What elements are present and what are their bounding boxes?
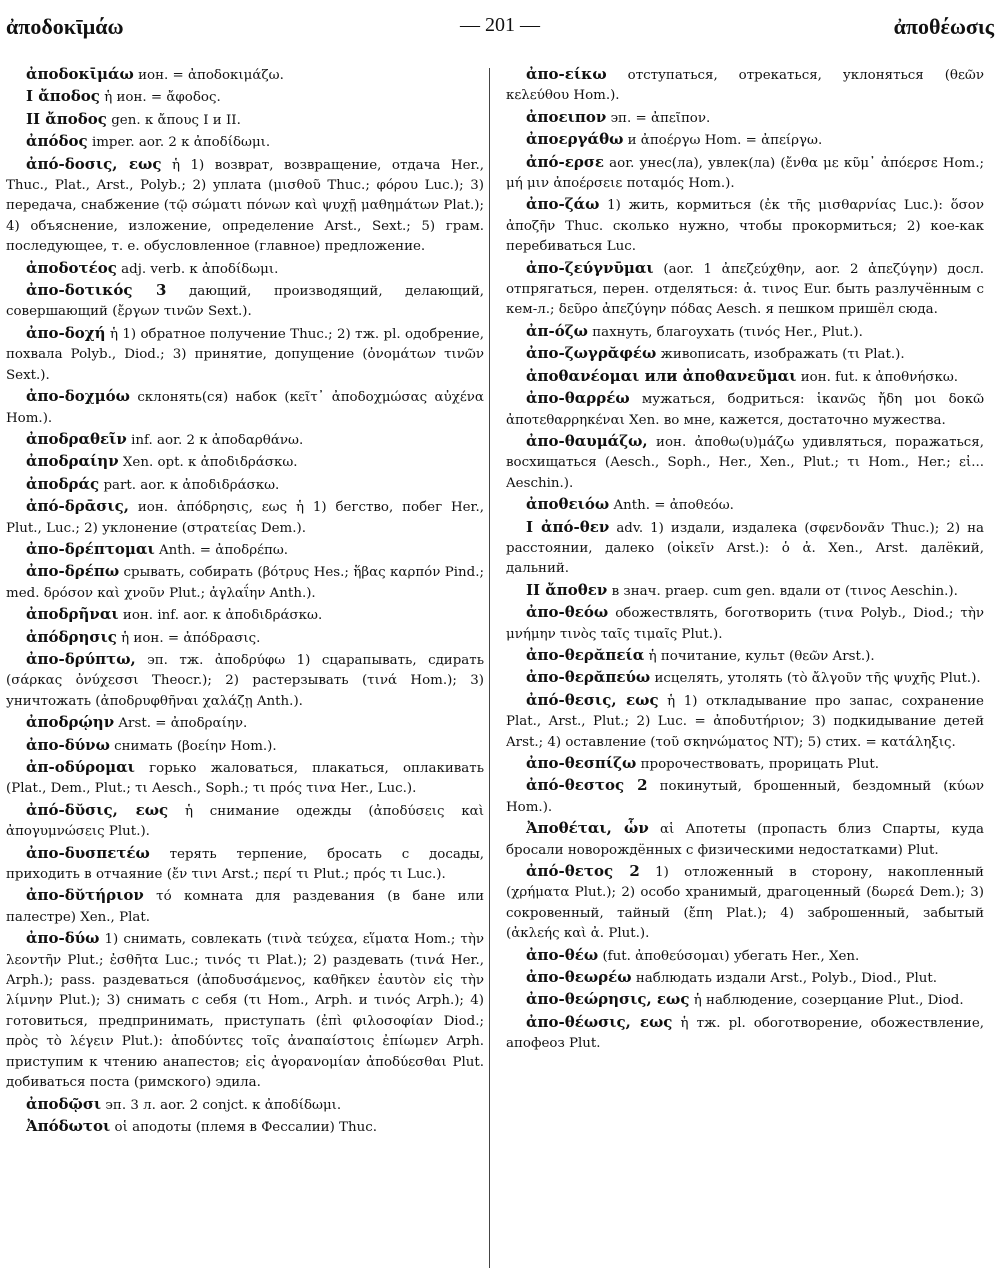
definition: ион. inf. aor. к ἀποδιδράσκω. xyxy=(122,608,323,624)
definition: ἡ тж. pl. обоготворение, обожествление, апофеоз Plut. xyxy=(506,1015,984,1052)
headword: ἀπ-όζω xyxy=(526,321,588,340)
headword: ἀπο-δοχμόω xyxy=(26,387,130,406)
definition: обожествлять, боготворить (τινα Polyb., Diod.; τὴν μνήμην τινὸς ταῖς τιμαῖς Plut.). xyxy=(506,606,984,642)
definition: эп. = ἀπεῖπον. xyxy=(610,110,711,126)
definition: gen. к ἄπους I и II. xyxy=(111,112,241,128)
headword: ἀπο-θέω xyxy=(526,945,599,964)
headword: ἀποθανέομαι или ἀποθανεῦμαι xyxy=(526,366,797,385)
dictionary-entry xyxy=(506,321,984,343)
definition: ион. ἀπόδρησις, εως ἡ 1) бегство, побег Her., Plut., Luc.; 2) уклонение (στρατείας Dem.). xyxy=(6,500,484,536)
headword: ἀπο-δρέπω xyxy=(26,562,120,581)
page-number: — 201 — xyxy=(460,14,540,36)
dictionary-entry xyxy=(506,107,984,129)
definition: исцелять, утолять (τὸ ἄλγοῦν τῆς ψυχῆς Plut.). xyxy=(654,671,981,687)
dictionary-entry xyxy=(506,945,984,967)
definition: пророчествовать, прорицать Plut. xyxy=(640,757,879,772)
dictionary-entry xyxy=(6,496,484,539)
dictionary-entry xyxy=(506,602,984,645)
definition: мужаться, бодриться: ἱκανῶς ἤδη μοι δοκῶ ἀποτεθαρρηκέναι Xen. во мне, кажется, достаточно мужества. xyxy=(506,392,984,428)
dictionary-entry xyxy=(506,343,984,365)
headword: ἀπο-ζεύγνῡμαι xyxy=(526,258,654,277)
headword: ἀπό-δοσις, εως xyxy=(26,154,162,173)
dictionary-entry xyxy=(6,627,484,649)
dictionary-entry xyxy=(6,86,484,108)
definition: αἱ Апотеты (пропасть близ Спарты, куда бросали новорождённых с физическими недостатками) Plut. xyxy=(506,822,984,858)
headword: ἀπο-θεσπίζω xyxy=(526,754,637,772)
definition: aor. унес(ла), увлек(ла) (ἔνθα με κῦμ᾽ ἀπόερσε Hom.; μή μιν ἀποέρσειε ποταμός Hom.). xyxy=(506,155,984,192)
headword: I ἀπό-θεν xyxy=(526,517,610,536)
dictionary-entry xyxy=(6,1094,484,1116)
dictionary-entry xyxy=(6,539,484,561)
running-head-left: ἀποδοκῑμάω xyxy=(6,14,124,39)
dictionary-entry xyxy=(506,818,984,861)
headword: ἀπο-δοτικός 3 xyxy=(26,281,167,300)
headword: I ἄποδος xyxy=(26,87,100,106)
definition: ἡ 1) откладывание про запас, сохранение Plat., Arst., Plut.; 2) Luc. = ἀποδυτήριον; 3) подкидывание детей Arst.; 4) оставление (τοῦ σκηνώματος NT); 5) стих. = κατάληξις. xyxy=(506,693,984,750)
definition: отступаться, отрекаться, уклоняться (θεῶν κελεύθου Hom.). xyxy=(506,68,984,104)
definition: adv. 1) издали, издалека (σφενδονᾶν Thuc.); 2) на расстоянии, далеко (οἰκεῖν Arst.): ὁ ἀ. Xen., Arst. далёкий, дальний. xyxy=(506,520,984,577)
dictionary-entry xyxy=(6,64,484,86)
page-header xyxy=(6,14,994,48)
headword: ἀπο-ζάω xyxy=(526,195,600,214)
definition: imper. aor. 2 к ἀποδίδωμι. xyxy=(91,135,271,151)
dictionary-entry xyxy=(506,1012,984,1055)
headword: ἀπο-θεώρησις, εως xyxy=(526,990,690,1009)
dictionary-entry xyxy=(6,928,484,1093)
definition: покинутый, брошенный, бездомный (κύων Hom.). xyxy=(506,779,984,815)
headword: ἀποδράς xyxy=(26,474,100,493)
definition: пахнуть, благоухать (τινός Her., Plut.). xyxy=(592,324,863,340)
definition: дающий, производящий, делающий, совершающий (ἔργων τινῶν Sext.). xyxy=(6,284,484,320)
definition: (aor. 1 ἀπεζεύχθην, aor. 2 ἀπεζύγην) досл. отпрягаться, перен. отделяться: ἀ. τινος Eur. быть разлучённым с кем-л.; δεῦρο ἀπεζύγην πόδας Aesch. я пешком пришёл сюда. xyxy=(506,261,984,318)
definition: 1) жить, кормиться (ἐκ τῆς μισθαρνίας Luc.): ὅσον ἀποζῆν Thuc. сколько нужно, чтобы прокормиться; 2) кое-как перебиваться Luc. xyxy=(506,198,984,255)
headword: ἀποδραίην xyxy=(26,452,119,471)
headword: ἀπο-θερᾰπεύω xyxy=(526,668,651,687)
dictionary-entry xyxy=(506,494,984,516)
definition: эп. тж. ἀποδρύφω 1) сцарапывать, сдирать (σάρκας ὀνύχεσσι Theocr.); 2) растерзывать (τινά Hom.); 3) уничтожать (ἀποδρυφθῆναι χαλάζῃ Anth.). xyxy=(6,652,484,709)
dictionary-entry xyxy=(506,194,984,257)
headword: ἀποδρῴην xyxy=(26,713,115,732)
headword: ἀπο-δοχή xyxy=(26,323,106,342)
left-column xyxy=(6,64,484,1274)
definition: в знач. praep. cum gen. вдали от (τινος Aeschin.). xyxy=(611,583,958,599)
dictionary-entry xyxy=(506,258,984,321)
headword: ἀποδοτέος xyxy=(26,258,117,277)
dictionary-entry xyxy=(6,604,484,626)
dictionary-entry xyxy=(6,429,484,451)
definition: (fut. ἀποθεύσομαι) убегать Her., Xen. xyxy=(602,948,860,964)
definition: наблюдать издали Arst., Polyb., Diod., Plut. xyxy=(635,971,938,987)
headword: ἀπο-δρύπτω, xyxy=(26,649,136,668)
headword: ἀποθειόω xyxy=(526,495,610,514)
definition: adj. verb. к ἀποδίδωμι. xyxy=(121,261,279,277)
definition: ἡ ион. = ἄφοδος. xyxy=(104,90,221,106)
dictionary-entry xyxy=(506,580,984,602)
definition: горько жаловаться, плакаться, оплакивать (Plat., Dem., Plut.; τι Aesch., Soph.; τι πρός τινα Her., Luc.). xyxy=(6,761,484,797)
definition: 1) отложенный в сторону, накопленный (χρήματα Plut.); 2) особо хранимый, драгоценный (δωρεά Dem.); 3) сокровенный, тайный (ἔπη Plat.); 4) заброшенный, забытый (ἀκλεής καὶ ἀ. Plut.). xyxy=(506,865,984,942)
headword: ἀποεργάθω xyxy=(526,130,624,149)
dictionary-entry xyxy=(506,667,984,689)
dictionary-entry xyxy=(6,800,484,843)
dictionary-entry xyxy=(6,712,484,734)
dictionary-entry xyxy=(506,64,984,107)
definition: 1) снимать, совлекать (τινὰ τεύχεα, εἵματα Hom.; τὴν λεοντῆν Plut.; ἐσθῆτα Luc.; τινός τι Plat.); 2) раздевать (τινά Her., Arph.); pass. раздеваться (ἀποδυσάμενος, καθῆκεν ἑαυτὸν εἰς τὴν λίμνην Plut.); 3) снимать с себя (τι Hom., Arph. и τινός Arph.); 4) готовиться, предпринимать, приступать (ἐπὶ φιλοσοφίαν Diod.; πρὸς τὸ λέγειν Plut.): ἀποδύντες τοῖς ἀναπαίστοις ἐπίωμεν Arph. приступим к чтению анапестов; εἰς ἀγορανομίαν ἀποδύεσθαι Plut. добиваться поста (римского) эдила. xyxy=(6,932,484,1091)
definition: ἡ наблюдение, созерцание Plut., Diod. xyxy=(693,993,964,1009)
dictionary-entry xyxy=(506,775,984,818)
definition: ἡ снимание одежды (ἀποδύσεις καὶ ἀπογυμνώσεις Plut.). xyxy=(6,803,484,840)
headword: ἀπό-θετος 2 xyxy=(526,862,640,881)
dictionary-entry xyxy=(506,366,984,388)
headword: ἀπό-δρᾱσις, xyxy=(26,497,129,516)
headword: Ἀπόδωτοι xyxy=(26,1116,111,1135)
right-column xyxy=(506,64,984,1274)
headword: ἀποδραθεῖν xyxy=(26,429,127,448)
headword: ἀπο-ζωγρᾰφέω xyxy=(526,344,657,363)
dictionary-entry xyxy=(6,735,484,757)
headword: ἀπο-δύω xyxy=(26,929,100,948)
headword: ἀπο-δυσπετέω xyxy=(26,843,150,862)
dictionary-entry xyxy=(6,323,484,386)
headword: ἀποδοκῑμάω xyxy=(26,65,134,83)
dictionary-entry xyxy=(6,561,484,604)
dictionary-entry xyxy=(506,517,984,580)
dictionary-entry xyxy=(6,474,484,496)
dictionary-entry xyxy=(6,843,484,886)
headword: ἀπό-ερσε xyxy=(526,152,605,171)
definition: ἡ ион. = ἀπόδρασις. xyxy=(121,630,261,646)
headword: ἀπο-είκω xyxy=(526,65,607,83)
headword: ἀπό-δῠσις, εως xyxy=(26,800,169,819)
dictionary-entry xyxy=(6,131,484,153)
running-head-right: ἀποθέωσις xyxy=(893,14,994,39)
headword: ἀπο-θεωρέω xyxy=(526,968,632,987)
headword: ἀπ-οδύρομαι xyxy=(26,758,135,776)
dictionary-entry xyxy=(506,431,984,494)
dictionary-entry xyxy=(6,1116,484,1138)
headword: ἀποδῷσι xyxy=(26,1094,102,1113)
definition: живописать, изображать (τι Plat.). xyxy=(660,347,905,363)
definition: ион. = ἀποδοκιμάζω. xyxy=(138,68,284,83)
definition: τό комната для раздевания (в бане или палестре) Xen., Plat. xyxy=(6,889,484,925)
definition: Anth. = ἀποθεόω. xyxy=(613,498,734,514)
headword: Ἀποθέται, ὧν xyxy=(526,819,649,838)
headword: ἀπο-θαρρέω xyxy=(526,389,630,408)
definition: Arst. = ἀποδραίην. xyxy=(118,716,248,732)
headword: ἀπό-θεσις, εως xyxy=(526,690,659,709)
dictionary-entry xyxy=(6,649,484,712)
definition: ἡ 1) обратное получение Thuc.; 2) тж. pl. одобрение, похвала Polyb., Diod.; 3) принятие, допущение (ὀνομάτων τινῶν Sext.). xyxy=(6,326,484,383)
definition: part. aor. к ἀποδιδράσκω. xyxy=(103,477,280,493)
definition: Xen. opt. к ἀποδιδράσκω. xyxy=(122,455,298,471)
dictionary-entry xyxy=(506,753,984,775)
headword: ἀποειπον xyxy=(526,107,607,126)
dictionary-entry xyxy=(506,690,984,753)
dictionary-entry xyxy=(6,386,484,429)
dictionary-entry xyxy=(506,152,984,195)
dictionary-entry xyxy=(6,885,484,928)
headword: ἀπόδος xyxy=(26,132,88,151)
definition: ἡ почитание, культ (θεῶν Arst.). xyxy=(648,648,875,664)
headword: II ἄποδος xyxy=(26,109,107,128)
definition: склонять(ся) набок (κεῖτ᾽ ἀποδοχμώσας αὐχένα Hom.). xyxy=(6,390,484,426)
dictionary-columns xyxy=(6,64,994,1274)
definition: Anth. = ἀποδρέπω. xyxy=(158,542,289,558)
headword: ἀποδρῆναι xyxy=(26,605,119,624)
headword: ἀπο-θεόω xyxy=(526,603,609,622)
headword: ἀπόδρησις xyxy=(26,627,117,646)
headword: II ἄποθεν xyxy=(526,580,608,599)
dictionary-entry xyxy=(506,967,984,989)
definition: inf. aor. 2 к ἀποδαρθάνω. xyxy=(131,432,304,448)
headword: ἀπο-δύνω xyxy=(26,735,110,754)
definition: ἡ 1) возврат, возвращение, отдача Her., Thuc., Plat., Arst., Polyb.; 2) уплата (μισθοῦ Thuc.; φόρου Luc.); 3) передача, снабжение (τῷ σώματι πόνων καὶ ψυχῇ μαθημάτων Plat.); 4) объяснение, изложение, определение Arst., Sext.; 5) грам. последующее, т. е. обусловленное (главное) предложение. xyxy=(6,157,484,255)
headword: ἀπο-θαυμάζω, xyxy=(526,431,648,450)
definition: терять терпение, бросать с досады, приходить в отчаяние (ἔν τινι Arst.; περί τι Plut.; πρός τι Luc.). xyxy=(6,846,484,883)
definition: эп. 3 л. aor. 2 conjct. к ἀποδίδωμι. xyxy=(105,1097,342,1113)
dictionary-entry xyxy=(506,861,984,945)
definition: οἱ аподоты (племя в Фессалии) Thuc. xyxy=(114,1119,377,1135)
dictionary-entry xyxy=(6,258,484,280)
definition: срывать, собирать (βότρυς Hes.; ἥβας καρπόν Pind.; med. δρόσον καὶ χνοῦν Plut.; ἀγλαΐην Anth.). xyxy=(6,565,484,601)
dictionary-entry xyxy=(506,645,984,667)
dictionary-entry xyxy=(506,989,984,1011)
dictionary-entry xyxy=(6,280,484,323)
definition: ион. ἀποθω(υ)μάζω удивляться, поражаться, восхищаться (Aesch., Soph., Her., Xen., Plut.; τι Hom., Her.; εἰ... Aeschin.). xyxy=(506,434,984,491)
definition: снимать (βοείην Hom.). xyxy=(114,738,277,754)
headword: ἀπό-θεστος 2 xyxy=(526,776,648,795)
headword: ἀπο-θερᾰπεία xyxy=(526,645,645,664)
dictionary-entry xyxy=(6,154,484,258)
definition: и ἀποέργω Hom. = ἀπείργω. xyxy=(627,133,823,149)
headword: ἀπο-δῠτήριον xyxy=(26,886,144,905)
headword: ἀπο-δρέπτομαι xyxy=(26,539,155,558)
dictionary-entry xyxy=(506,129,984,151)
dictionary-entry xyxy=(6,109,484,131)
definition: ион. fut. к ἀποθνήσκω. xyxy=(800,369,959,385)
dictionary-entry xyxy=(6,757,484,800)
dictionary-entry xyxy=(506,388,984,431)
headword: ἀπο-θέωσις, εως xyxy=(526,1012,673,1031)
dictionary-entry xyxy=(6,451,484,473)
